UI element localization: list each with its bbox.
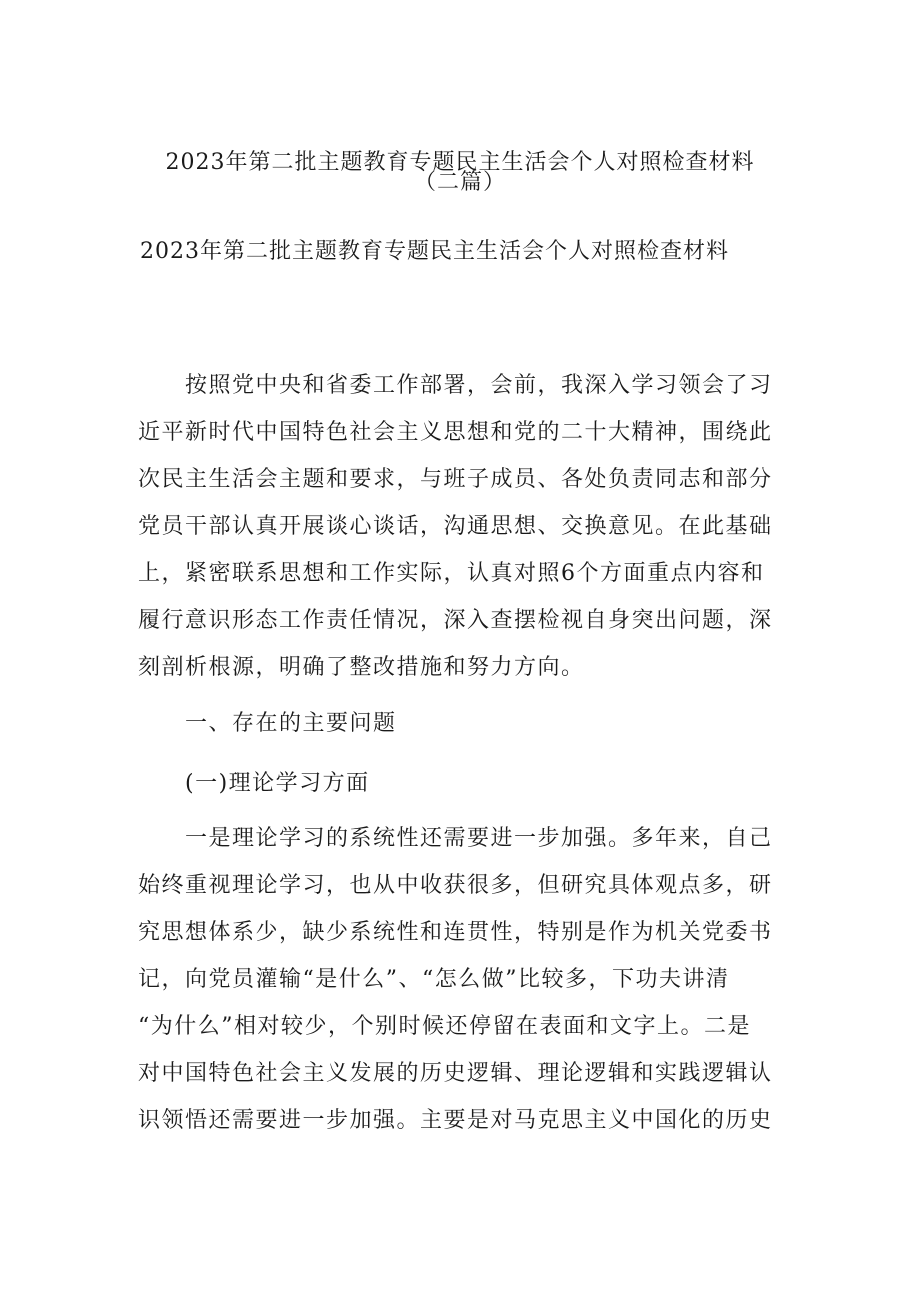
subsection-heading-text: (一)理论学习方面: [138, 771, 370, 796]
paragraph-line: 党员干部认真开展谈心谈话，沟通思想、交换意见。在此基础: [138, 514, 773, 539]
paragraph-line: 履行意识形态工作责任情况，深入查摆检视自身突出问题，深: [138, 608, 773, 633]
paragraph-line: 记，向党员灌输“是什么”、“怎么做”比较多，下功夫讲清: [138, 967, 730, 992]
paragraph-line: 次民主生活会主题和要求，与班子成员、各处负责同志和部分: [138, 467, 773, 492]
document-subtitle: 2023年第二批主题教育专题民主生活会个人对照检查材料: [140, 239, 729, 264]
section-heading: [138, 700, 768, 747]
paragraph-line: 刻剖析根源，明确了整改措施和努力方向。: [138, 655, 585, 680]
paragraph-line: 识领悟还需要进一步加强。主要是对马克思主义中国化的历史: [138, 1108, 773, 1133]
section-heading-text: 一、存在的主要问题: [138, 711, 397, 736]
paragraph-theory-study: [138, 815, 773, 1144]
subsection-heading: [138, 760, 768, 807]
paragraph-intro: [138, 362, 773, 691]
paragraph-line: “为什么”相对较少，个别时候还停留在表面和文字上。二是: [138, 1014, 751, 1039]
paragraph-line: 始终重视理论学习，也从中收获很多，但研究具体观点多，研: [138, 873, 773, 898]
paragraph-line: 对中国特色社会主义发展的历史逻辑、理论逻辑和实践逻辑认: [138, 1061, 773, 1086]
paragraph-line: 上，紧密联系思想和工作实际，认真对照6个方面重点内容和: [138, 561, 765, 586]
paragraph-line: 近平新时代中国特色社会主义思想和党的二十大精神，围绕此: [138, 420, 773, 445]
paragraph-line: 按照党中央和省委工作部署，会前，我深入学习领会了习: [138, 373, 773, 398]
document-title: 2023年第二批主题教育专题民主生活会个人对照检查材料: [165, 150, 755, 175]
paragraph-line: 一是理论学习的系统性还需要进一步加强。多年来，自己: [138, 826, 773, 851]
document-title-suffix: （二篇）: [413, 170, 506, 195]
paragraph-line: 究思想体系少，缺少系统性和连贯性，特别是作为机关党委书: [138, 920, 773, 945]
